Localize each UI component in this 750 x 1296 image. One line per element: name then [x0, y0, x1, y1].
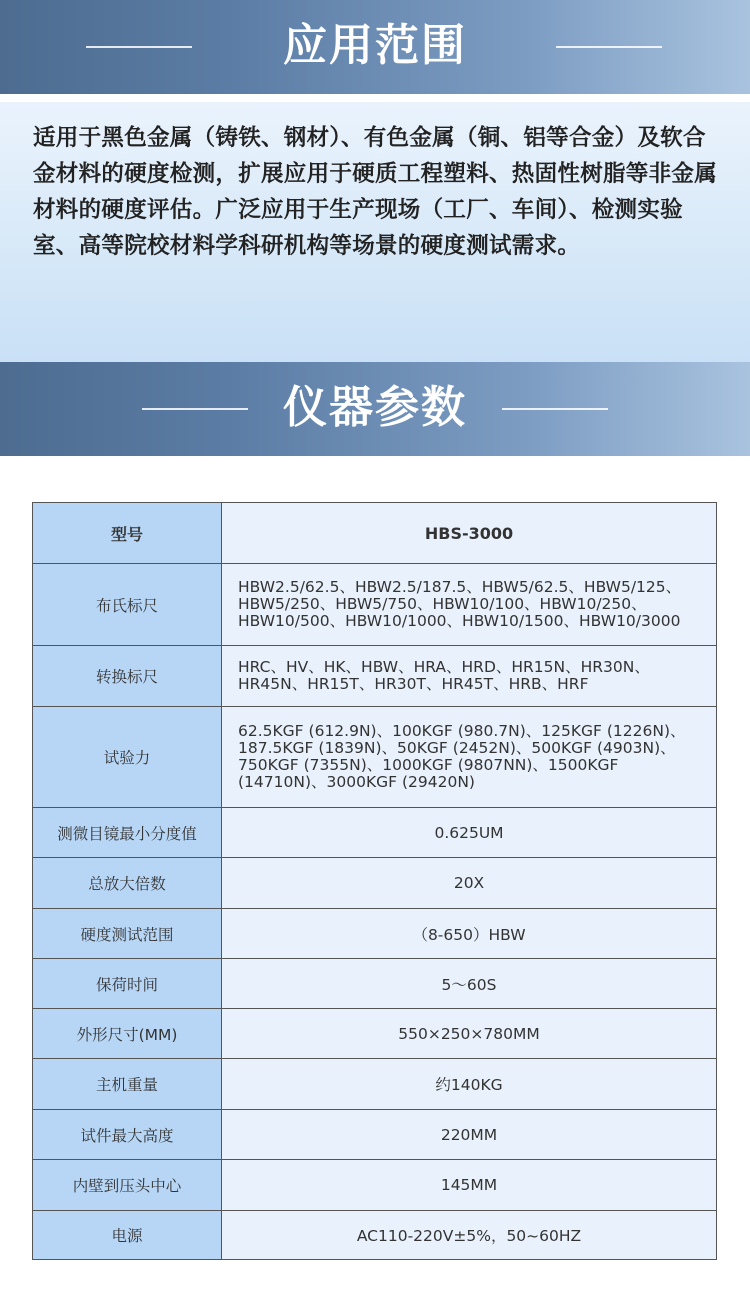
- spec-value: 62.5KGF (612.9N)、100KGF (980.7N)、125KGF (1226N)、187.5KGF (1839N)、50KGF (2452N)、500KGF (4903N)、750KGF (7355N)、1000KGF (9807NN)、1500KGF (14710N)、3000KGF (29420N): [222, 707, 717, 808]
- spec-value: 0.625UM: [222, 808, 717, 858]
- spec-value: 550×250×780MM: [222, 1009, 717, 1059]
- spec-value: 约140KG: [222, 1059, 717, 1110]
- spec-table-container: [32, 502, 717, 1260]
- table-row: [33, 646, 717, 707]
- table-row: [33, 1160, 717, 1211]
- table-row: [33, 959, 717, 1009]
- spec-table: [32, 502, 717, 1260]
- table-row: [33, 503, 717, 564]
- table-row: [33, 707, 717, 808]
- spec-label: 电源: [33, 1211, 222, 1260]
- spec-label: 型号: [33, 503, 222, 564]
- spec-value: 145MM: [222, 1160, 717, 1211]
- spec-label: 布氏标尺: [33, 564, 222, 646]
- application-banner: [0, 0, 750, 94]
- spec-value: HRC、HV、HK、HBW、HRA、HRD、HR15N、HR30N、HR45N、HR15T、HR30T、HR45T、HRB、HRF: [222, 646, 717, 707]
- table-row: [33, 1110, 717, 1160]
- parameters-title: 仪器参数: [283, 382, 467, 433]
- spec-value: 5～60S: [222, 959, 717, 1009]
- spec-label: 测微目镜最小分度值: [33, 808, 222, 858]
- spec-label: 保荷时间: [33, 959, 222, 1009]
- application-description: 适用于黑色金属（铸铁、钢材）、有色金属（铜、铝等合金）及软合金材料的硬度检测，扩展应用于硬质工程塑料、热固性树脂等非金属材料的硬度评估。广泛应用于生产现场（工厂、车间）、检测实验室、高等院校材料学科研机构等场景的硬度测试需求。: [33, 125, 718, 259]
- table-row: [33, 858, 717, 909]
- application-title: 应用范围: [283, 20, 467, 71]
- table-row: [33, 909, 717, 959]
- banner-right-line: [556, 46, 662, 48]
- spec-value: （8-650）HBW: [222, 909, 717, 959]
- spec-value: AC110-220V±5%，50~60HZ: [222, 1211, 717, 1260]
- table-row: [33, 808, 717, 858]
- parameters-banner: [0, 362, 750, 456]
- table-row: [33, 1009, 717, 1059]
- table-row: [33, 1059, 717, 1110]
- spec-label: 试验力: [33, 707, 222, 808]
- application-section: [0, 102, 750, 362]
- banner-right-line: [502, 408, 608, 410]
- spec-value: HBS-3000: [222, 503, 717, 564]
- spec-value: 220MM: [222, 1110, 717, 1160]
- table-row: [33, 564, 717, 646]
- spec-value: 20X: [222, 858, 717, 909]
- spec-label: 转换标尺: [33, 646, 222, 707]
- spec-value: HBW2.5/62.5、HBW2.5/187.5、HBW5/62.5、HBW5/125、HBW5/250、HBW5/750、HBW10/100、HBW10/250、HBW10/500、HBW10/1000、HBW10/1500、HBW10/3000: [222, 564, 717, 646]
- spec-label: 试件最大高度: [33, 1110, 222, 1160]
- spec-label: 硬度测试范围: [33, 909, 222, 959]
- spec-label: 外形尺寸(MM): [33, 1009, 222, 1059]
- spec-label: 总放大倍数: [33, 858, 222, 909]
- table-row: [33, 1211, 717, 1260]
- spec-label: 内壁到压头中心: [33, 1160, 222, 1211]
- spec-label: 主机重量: [33, 1059, 222, 1110]
